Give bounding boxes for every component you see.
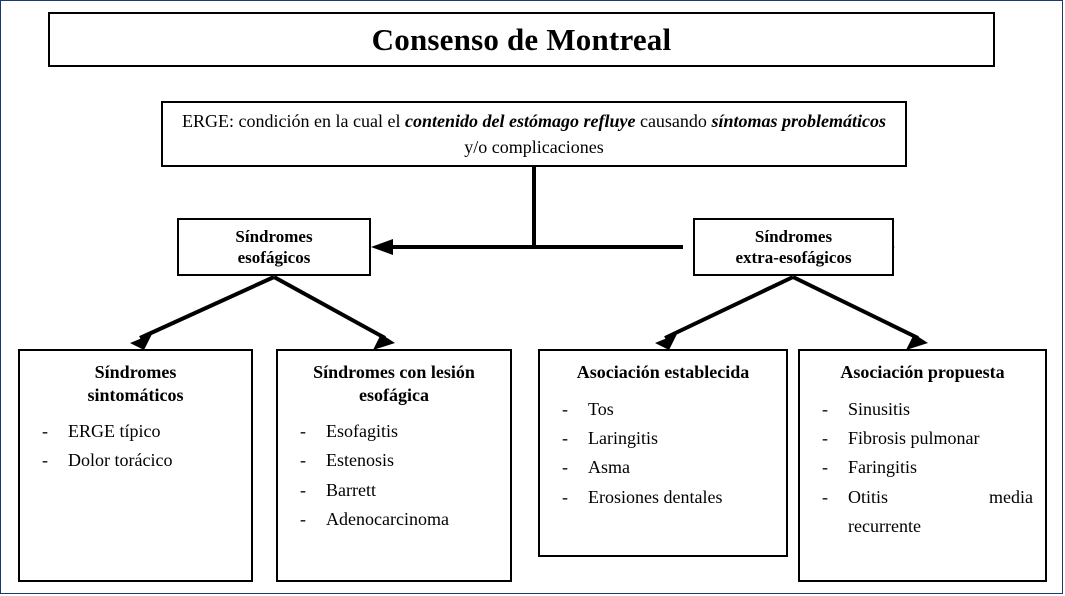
leaf-2-list	[290, 420, 498, 532]
branch-esophageal-line-2: esofágicos	[237, 248, 311, 267]
bullet-dash: -	[562, 486, 568, 507]
list-item	[812, 398, 1033, 421]
list-item	[552, 456, 774, 479]
leaf-1-title-line-2: sintomáticos	[87, 384, 184, 405]
leaf-title-symptomatic-syndromes	[32, 361, 239, 406]
definition-box	[161, 101, 907, 167]
branch-box-extra-esophageal	[693, 218, 894, 276]
diagram-title-box	[48, 12, 995, 67]
leaf-box-symptomatic-syndromes	[18, 349, 253, 582]
leaf-box-syndromes-with-esophageal-injury	[276, 349, 512, 582]
list-item	[812, 456, 1033, 479]
definition-part-2: causando	[635, 110, 712, 131]
leaf-3-item-3: Erosiones dentales	[588, 486, 723, 507]
list-item	[812, 427, 1033, 450]
definition-text	[173, 108, 895, 160]
list-item	[290, 479, 498, 502]
bullet-dash: -	[562, 398, 568, 419]
list-item	[32, 420, 239, 443]
leaf-3-list	[552, 398, 774, 510]
leaf-4-item-3-left: Otitis	[848, 486, 889, 507]
list-item	[290, 420, 498, 443]
definition-emphasis-2: síntomas problemáticos	[711, 110, 886, 131]
bullet-dash: -	[300, 509, 306, 530]
diagram-title: Consenso de Montreal	[371, 21, 672, 57]
leaf-3-title-line-1: Asociación establecida	[576, 362, 750, 382]
leaf-3-item-0: Tos	[588, 398, 614, 419]
leaf-4-item-3-continuation: recurrente	[848, 516, 921, 537]
list-item	[32, 449, 239, 472]
leaf-box-established-association	[538, 349, 788, 557]
bullet-dash: -	[42, 421, 48, 441]
list-item	[552, 486, 774, 509]
leaf-2-title-line-1: Síndromes con lesión	[313, 362, 475, 382]
leaf-2-item-0: Esofagitis	[326, 421, 398, 441]
branch-esophageal-line-1: Síndromes	[235, 226, 313, 246]
bullet-dash: -	[822, 457, 828, 478]
bullet-dash: -	[42, 450, 48, 471]
leaf-2-item-1: Estenosis	[326, 450, 395, 471]
leaf-3-item-2: Asma	[588, 457, 630, 478]
leaf-title-syndromes-with-esophageal-injury	[290, 361, 498, 406]
leaf-title-established-association	[552, 361, 774, 384]
branch-extra-esophageal-line-2: extra-esofágicos	[735, 248, 852, 267]
leaf-1-item-1: Dolor torácico	[68, 450, 173, 471]
leaf-4-item-2: Faringitis	[848, 457, 918, 478]
bullet-dash: -	[562, 427, 568, 448]
leaf-4-item-3-right: media	[989, 486, 1033, 507]
definition-part-3: y/o complicaciones	[464, 137, 604, 157]
leaf-2-item-3: Adenocarcinoma	[326, 509, 449, 530]
leaf-title-proposed-association	[812, 361, 1033, 384]
leaf-box-proposed-association	[798, 349, 1047, 582]
leaf-4-title-line-1: Asociación propuesta	[840, 362, 1005, 382]
bullet-dash: -	[300, 450, 306, 471]
list-item	[290, 508, 498, 531]
list-item	[290, 449, 498, 472]
leaf-2-item-2: Barrett	[326, 479, 376, 500]
bullet-dash: -	[300, 421, 306, 441]
definition-emphasis-1: contenido del estómago refluye	[404, 110, 636, 131]
branch-extra-esophageal-line-1: Síndromes	[754, 226, 833, 246]
list-item	[812, 486, 1033, 509]
leaf-4-item-1: Fibrosis pulmonar	[848, 427, 980, 448]
branch-box-esophageal	[177, 218, 371, 276]
bullet-dash: -	[822, 427, 828, 448]
leaf-3-item-1: Laringitis	[588, 427, 658, 448]
list-item	[552, 427, 774, 450]
leaf-4-list	[812, 398, 1033, 510]
bullet-dash: -	[822, 486, 828, 507]
leaf-1-item-0: ERGE típico	[68, 421, 161, 441]
list-item	[552, 398, 774, 421]
leaf-4-item-0: Sinusitis	[848, 398, 911, 419]
leaf-2-title-line-2: esofágica	[359, 384, 429, 405]
bullet-dash: -	[562, 457, 568, 478]
definition-part-1: ERGE: condición en la cual el	[182, 110, 405, 131]
bullet-dash: -	[822, 398, 828, 419]
leaf-4-item-3	[848, 486, 1033, 509]
leaf-1-title-line-1: Síndromes	[94, 362, 177, 382]
leaf-1-list	[32, 420, 239, 473]
bullet-dash: -	[300, 479, 306, 500]
